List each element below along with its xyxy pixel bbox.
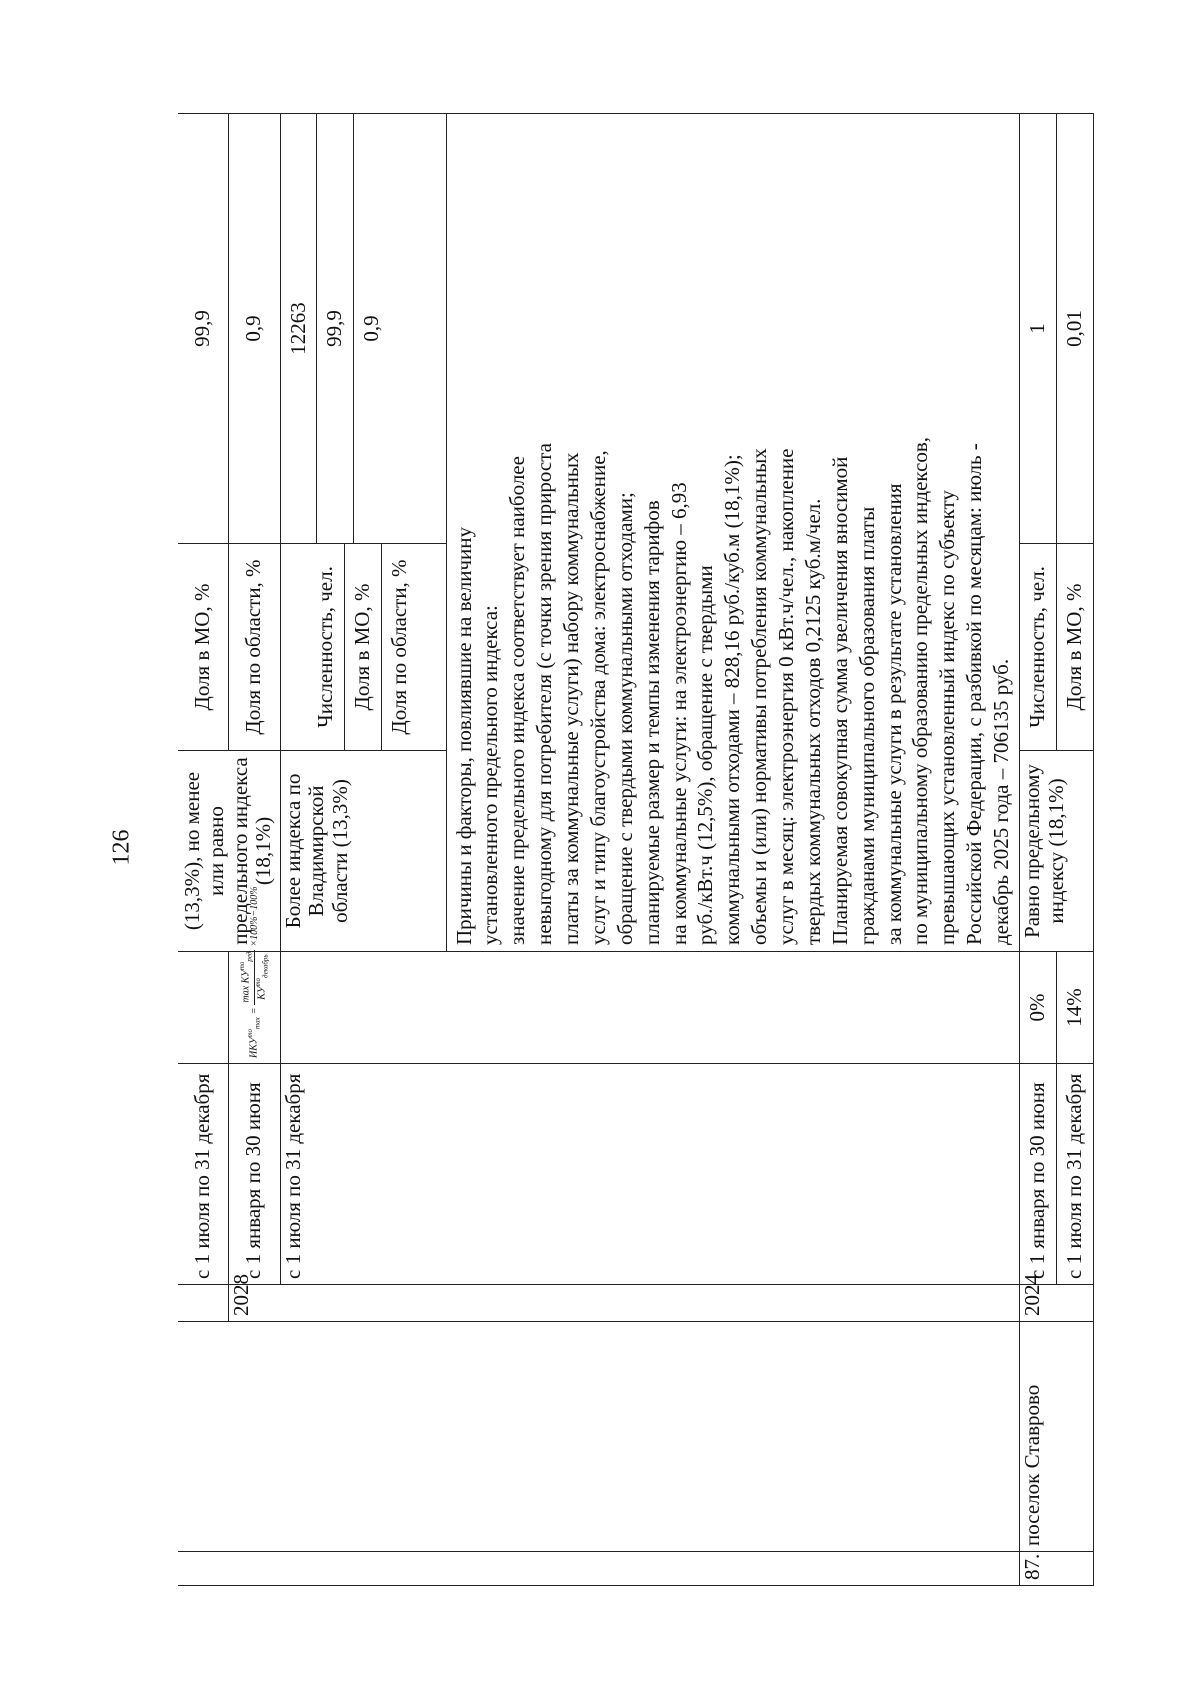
index-value: 14% (1056, 952, 1093, 1064)
index-condition-cell: Более индекса по Владимирской области (13,3%) (280, 751, 446, 952)
indicator-label: Численность, чел. (1019, 544, 1056, 751)
year-cell: 2024 (1019, 1285, 1093, 1322)
indicator-value: 12263 (281, 114, 318, 543)
year-cell: 2028 (228, 1285, 1019, 1322)
period-cell: с 1 января по 30 июня (228, 1064, 280, 1285)
explanatory-notes: Причины и факторы, повлиявшие на величину установленного предельного индекса: значение предельного индекса соответствует наиболее невыгодному для потребителя (с точки зрения прироста платы за коммунальные услуги) набору коммунальных услуг и типу благоустройства дома: электроснабжение, обращение с твердыми коммунальными отходами; планируемые размер и темпы изменения тарифов на коммунальные услуги: на электроэнергию – 6,93 руб./кВт.ч (12,5%), обращение с твердыми коммунальными отходами – 828,16 руб./куб.м (18,1%); объемы и (или) нормативы потребления коммунальных услуг в месяц: электроэнергия 0 кВт.ч/чел., накопление твердых коммунальных отходов 0,2125 куб.м/чел. Планируемая совокупная сумма увеличения вносимой гражданами муниципального образования платы за коммунальные услуги в результате установления по муниципальному образованию предельных индексов, превышающих установленный индекс по субъекту Российской Федерации, с разбивкой по месяцам: июль - декабрь 2025 года – 706135 руб. (446, 114, 1019, 952)
indicator-value: 0,9 (358, 315, 383, 342)
indicator-value: 99,9 (317, 114, 354, 543)
period-cell: с 1 января по 30 июня (1019, 1064, 1056, 1285)
page-number: 126 (108, 829, 135, 866)
table-row (178, 114, 228, 1586)
indicator-label: Доля в МО, % (345, 544, 382, 750)
period-cell: с 1 июля по 31 декабря (178, 1064, 228, 1285)
indicator-label: Доля по области, % (228, 544, 280, 751)
index-condition-cell: Равно предельному индексу (18,1%) (1019, 751, 1093, 952)
empty-year-cell (178, 1285, 228, 1322)
indicator-value: 99,9 (178, 114, 228, 544)
indicator-label: Доля по области, % (386, 559, 411, 735)
settlement-name: поселок Ставрово (1019, 1322, 1093, 1552)
formula-cell (228, 886, 280, 1064)
empty-formula-cell (178, 952, 228, 1064)
table-row (1019, 114, 1056, 1586)
empty-formula-cell (280, 952, 1019, 1064)
indicator-label: Доля в МО, % (1056, 544, 1093, 751)
period-cell: с 1 июля по 31 декабря (1056, 1064, 1093, 1285)
row-number: 87. (1019, 1552, 1093, 1586)
indicator-value: 1 (1019, 114, 1056, 544)
indicator-label: Доля в МО, % (178, 544, 228, 751)
index-value: 0% (1019, 952, 1056, 1064)
empty-name-cell (178, 1322, 1019, 1552)
indicator-label: Численность, чел. (308, 544, 345, 750)
indicator-value: 0,01 (1056, 114, 1093, 544)
indicator-value: 0,9 (228, 114, 280, 544)
index-condition-cell: (13,3%), но менее или равно предельного индекса (18,1%) (178, 751, 280, 952)
index-formula: $ИКУ^{mo}_{max}$ = $\max КУ^{mo}_{ред}$ $КУ^{mo}_{декабрь}$ ×100%−100% (237, 886, 270, 1058)
rotated-table-container (178, 114, 1087, 1586)
empty-number-cell (178, 1552, 1019, 1586)
tariff-index-table (178, 113, 1094, 1586)
period-cell: с 1 июля по 31 декабря (280, 1064, 1019, 1285)
